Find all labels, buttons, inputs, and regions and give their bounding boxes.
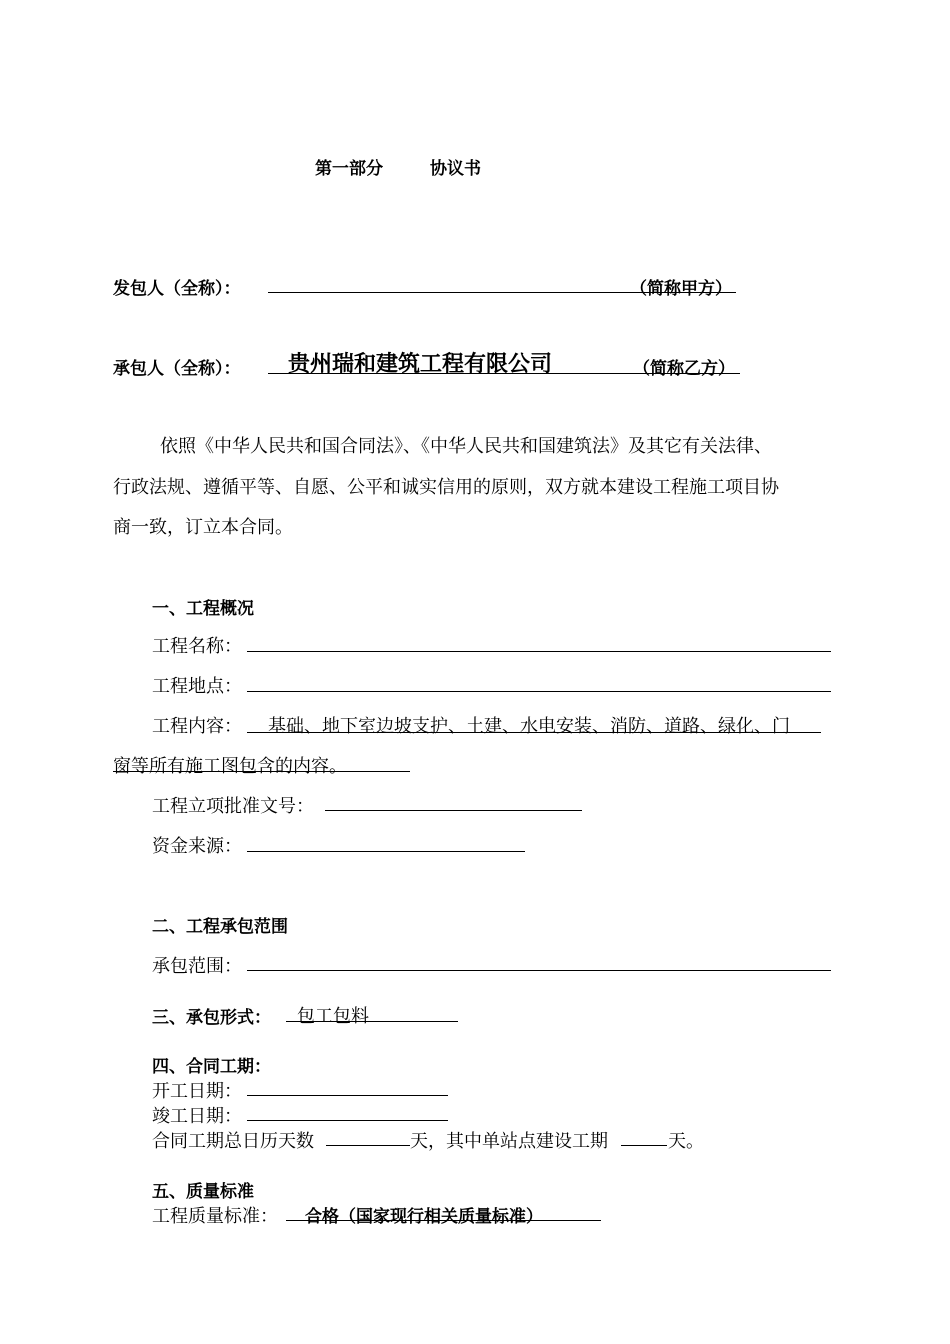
end-date-label: 竣工日期： bbox=[152, 1106, 242, 1127]
funding-source-label: 资金来源： bbox=[152, 836, 242, 857]
approval-number-label: 工程立项批准文号： bbox=[152, 796, 314, 817]
section1-heading: 一、工程概况 bbox=[152, 599, 254, 619]
project-content-line-1: 基础、地下室边坡支护、土建、水电安装、消防、道路、绿化、门 bbox=[268, 716, 790, 737]
project-name-label: 工程名称： bbox=[152, 636, 242, 657]
intro-line-3: 商一致，订立本合同。 bbox=[113, 517, 293, 538]
quality-standard-value: 合格（国家现行相关质量标准） bbox=[305, 1207, 543, 1227]
employer-abbr: （简称甲方） bbox=[630, 279, 732, 299]
total-days-field[interactable] bbox=[326, 1145, 410, 1146]
start-date-label: 开工日期： bbox=[152, 1081, 242, 1102]
project-location-field[interactable] bbox=[247, 691, 831, 692]
project-content-line-2: 窗等所有施工图包含的内容。 bbox=[113, 756, 347, 777]
intro-line-1: 依照《中华人民共和国合同法》、《中华人民共和国建筑法》及其它有关法律、 bbox=[160, 436, 772, 457]
funding-source-field[interactable] bbox=[247, 851, 525, 852]
section2-heading: 二、工程承包范围 bbox=[152, 917, 288, 937]
contract-form-value: 包工包料 bbox=[297, 1006, 369, 1027]
project-name-field[interactable] bbox=[247, 651, 831, 652]
project-content-label: 工程内容： bbox=[152, 716, 242, 737]
employer-label: 发包人（全称）： bbox=[113, 279, 241, 299]
section4-heading: 四、合同工期： bbox=[152, 1057, 271, 1077]
contractor-label: 承包人（全称）： bbox=[113, 359, 241, 379]
section3-heading: 三、承包形式： bbox=[152, 1008, 271, 1028]
document-title: 协议书 bbox=[430, 159, 481, 179]
total-days-prefix: 合同工期总日历天数 bbox=[152, 1131, 314, 1152]
part-title: 第一部分 bbox=[315, 159, 383, 179]
scope-label: 承包范围： bbox=[152, 956, 242, 977]
intro-line-2: 行政法规、遵循平等、自愿、公平和诚实信用的原则，双方就本建设工程施工项目协 bbox=[113, 477, 779, 498]
section5-heading: 五、质量标准 bbox=[152, 1182, 254, 1202]
quality-standard-label: 工程质量标准： bbox=[152, 1206, 278, 1227]
project-location-label: 工程地点： bbox=[152, 676, 242, 697]
approval-number-field[interactable] bbox=[325, 810, 582, 811]
total-days-suffix: 天。 bbox=[668, 1131, 704, 1152]
end-date-field[interactable] bbox=[247, 1120, 448, 1121]
start-date-field[interactable] bbox=[247, 1095, 448, 1096]
site-days-field[interactable] bbox=[621, 1145, 667, 1146]
scope-field[interactable] bbox=[247, 970, 831, 971]
total-days-mid: 天，其中单站点建设工期 bbox=[410, 1131, 608, 1152]
contractor-name: 贵州瑞和建筑工程有限公司 bbox=[288, 352, 553, 377]
contractor-abbr: （简称乙方） bbox=[633, 359, 735, 379]
